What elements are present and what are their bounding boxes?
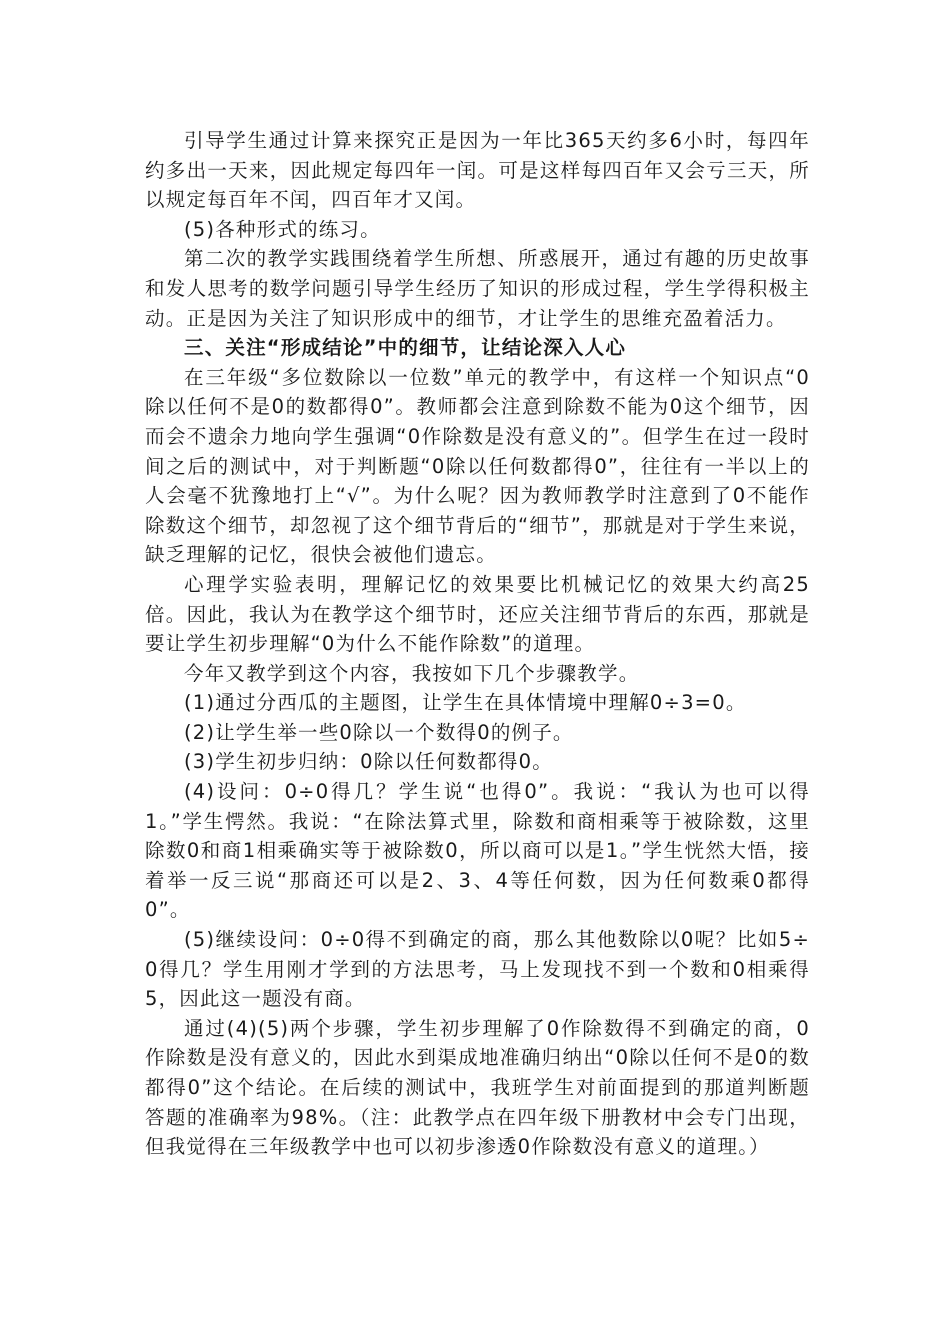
paragraph-step-3: (3)学生初步归纳：0除以任何数都得0。 [184,750,553,774]
paragraph-practice-step: (5)各种形式的练习。 [184,217,381,241]
paragraph-step-1: (1)通过分西瓜的主题图，让学生在具体情境中理解0÷3=0。 [184,691,747,715]
paragraph-leap-year-explanation: 引导学生通过计算来探究正是因为一年比365天约多6小时，每四年约多出一天来，因此规定每四年一闰。可是这样每四百年又会亏三天，所以规定每百年不闰，四百年才又闰。 [145,129,810,212]
paragraph-step-5: (5)继续设问：0÷0得不到确定的商，那么其他数除以0呢？比如5÷0得几？学生用刚才学到的方法思考，马上发现找不到一个数和0相乘得5，因此这一题没有商。 [145,928,810,1011]
paragraph-zero-division-intro: 在三年级“多位数除以一位数”单元的教学中，有这样一个知识点“0除以任何不是0的数都得0”。教师都会注意到除数不能为0这个细节，因而会不遗余力地向学生强调“0作除数是没有意义的”。但学生在过一段时间之后的测试中，对于判断题“0除以任何数都得0”，往往有一半以上的人会毫不犹豫地打上“√”。为什么呢？因为教师教学时注意到了0不能作除数这个细节，却忽视了这个细节背后的“细节”，那就是对于学生来说，缺乏理解的记忆，很快会被他们遗忘。 [145,365,810,567]
section-heading: 三、关注“形成结论”中的细节，让结论深入人心 [184,336,627,360]
paragraph-steps-intro: 今年又教学到这个内容，我按如下几个步骤教学。 [184,661,640,685]
paragraph-second-practice: 第二次的教学实践围绕着学生所想、所惑展开，通过有趣的历史故事和发人思考的数学问题引导学生经历了知识的形成过程，学生学得积极主动。正是因为关注了知识形成中的细节，才让学生的思维充盈着活力。 [145,247,810,330]
paragraph-psychology-experiment: 心理学实验表明，理解记忆的效果要比机械记忆的效果大约高25倍。因此，我认为在教学这个细节时，还应关注细节背后的东西，那就是要让学生初步理解“0为什么不能作除数”的道理。 [145,572,810,656]
document-body [145,126,810,1162]
paragraph-step-4: (4)设问：0÷0得几？学生说“也得0”。我说：“我认为也可以得1。”学生愕然。我说：“在除法算式里，除数和商相乘等于被除数，这里除数0和商1相乘确实等于被除数0，所以商可以是1。”学生恍然大悟，接着举一反三说“那商还可以是2、3、4等任何数，因为任何数乘0都得0”。 [145,780,810,922]
paragraph-step-2: (2)让学生举一些0除以一个数得0的例子。 [184,720,574,744]
paragraph-conclusion: 通过(4)(5)两个步骤，学生初步理解了0作除数得不到确定的商，0作除数是没有意义的，因此水到渠成地准确归纳出“0除以任何不是0的数都得0”这个结论。在后续的测试中，我班学生对前面提到的那道判断题答题的准确率为98%。（注：此教学点在四年级下册教材中会专门出现，但我觉得在三年级教学中也可以初步渗透0作除数没有意义的道理。） [145,1016,810,1159]
